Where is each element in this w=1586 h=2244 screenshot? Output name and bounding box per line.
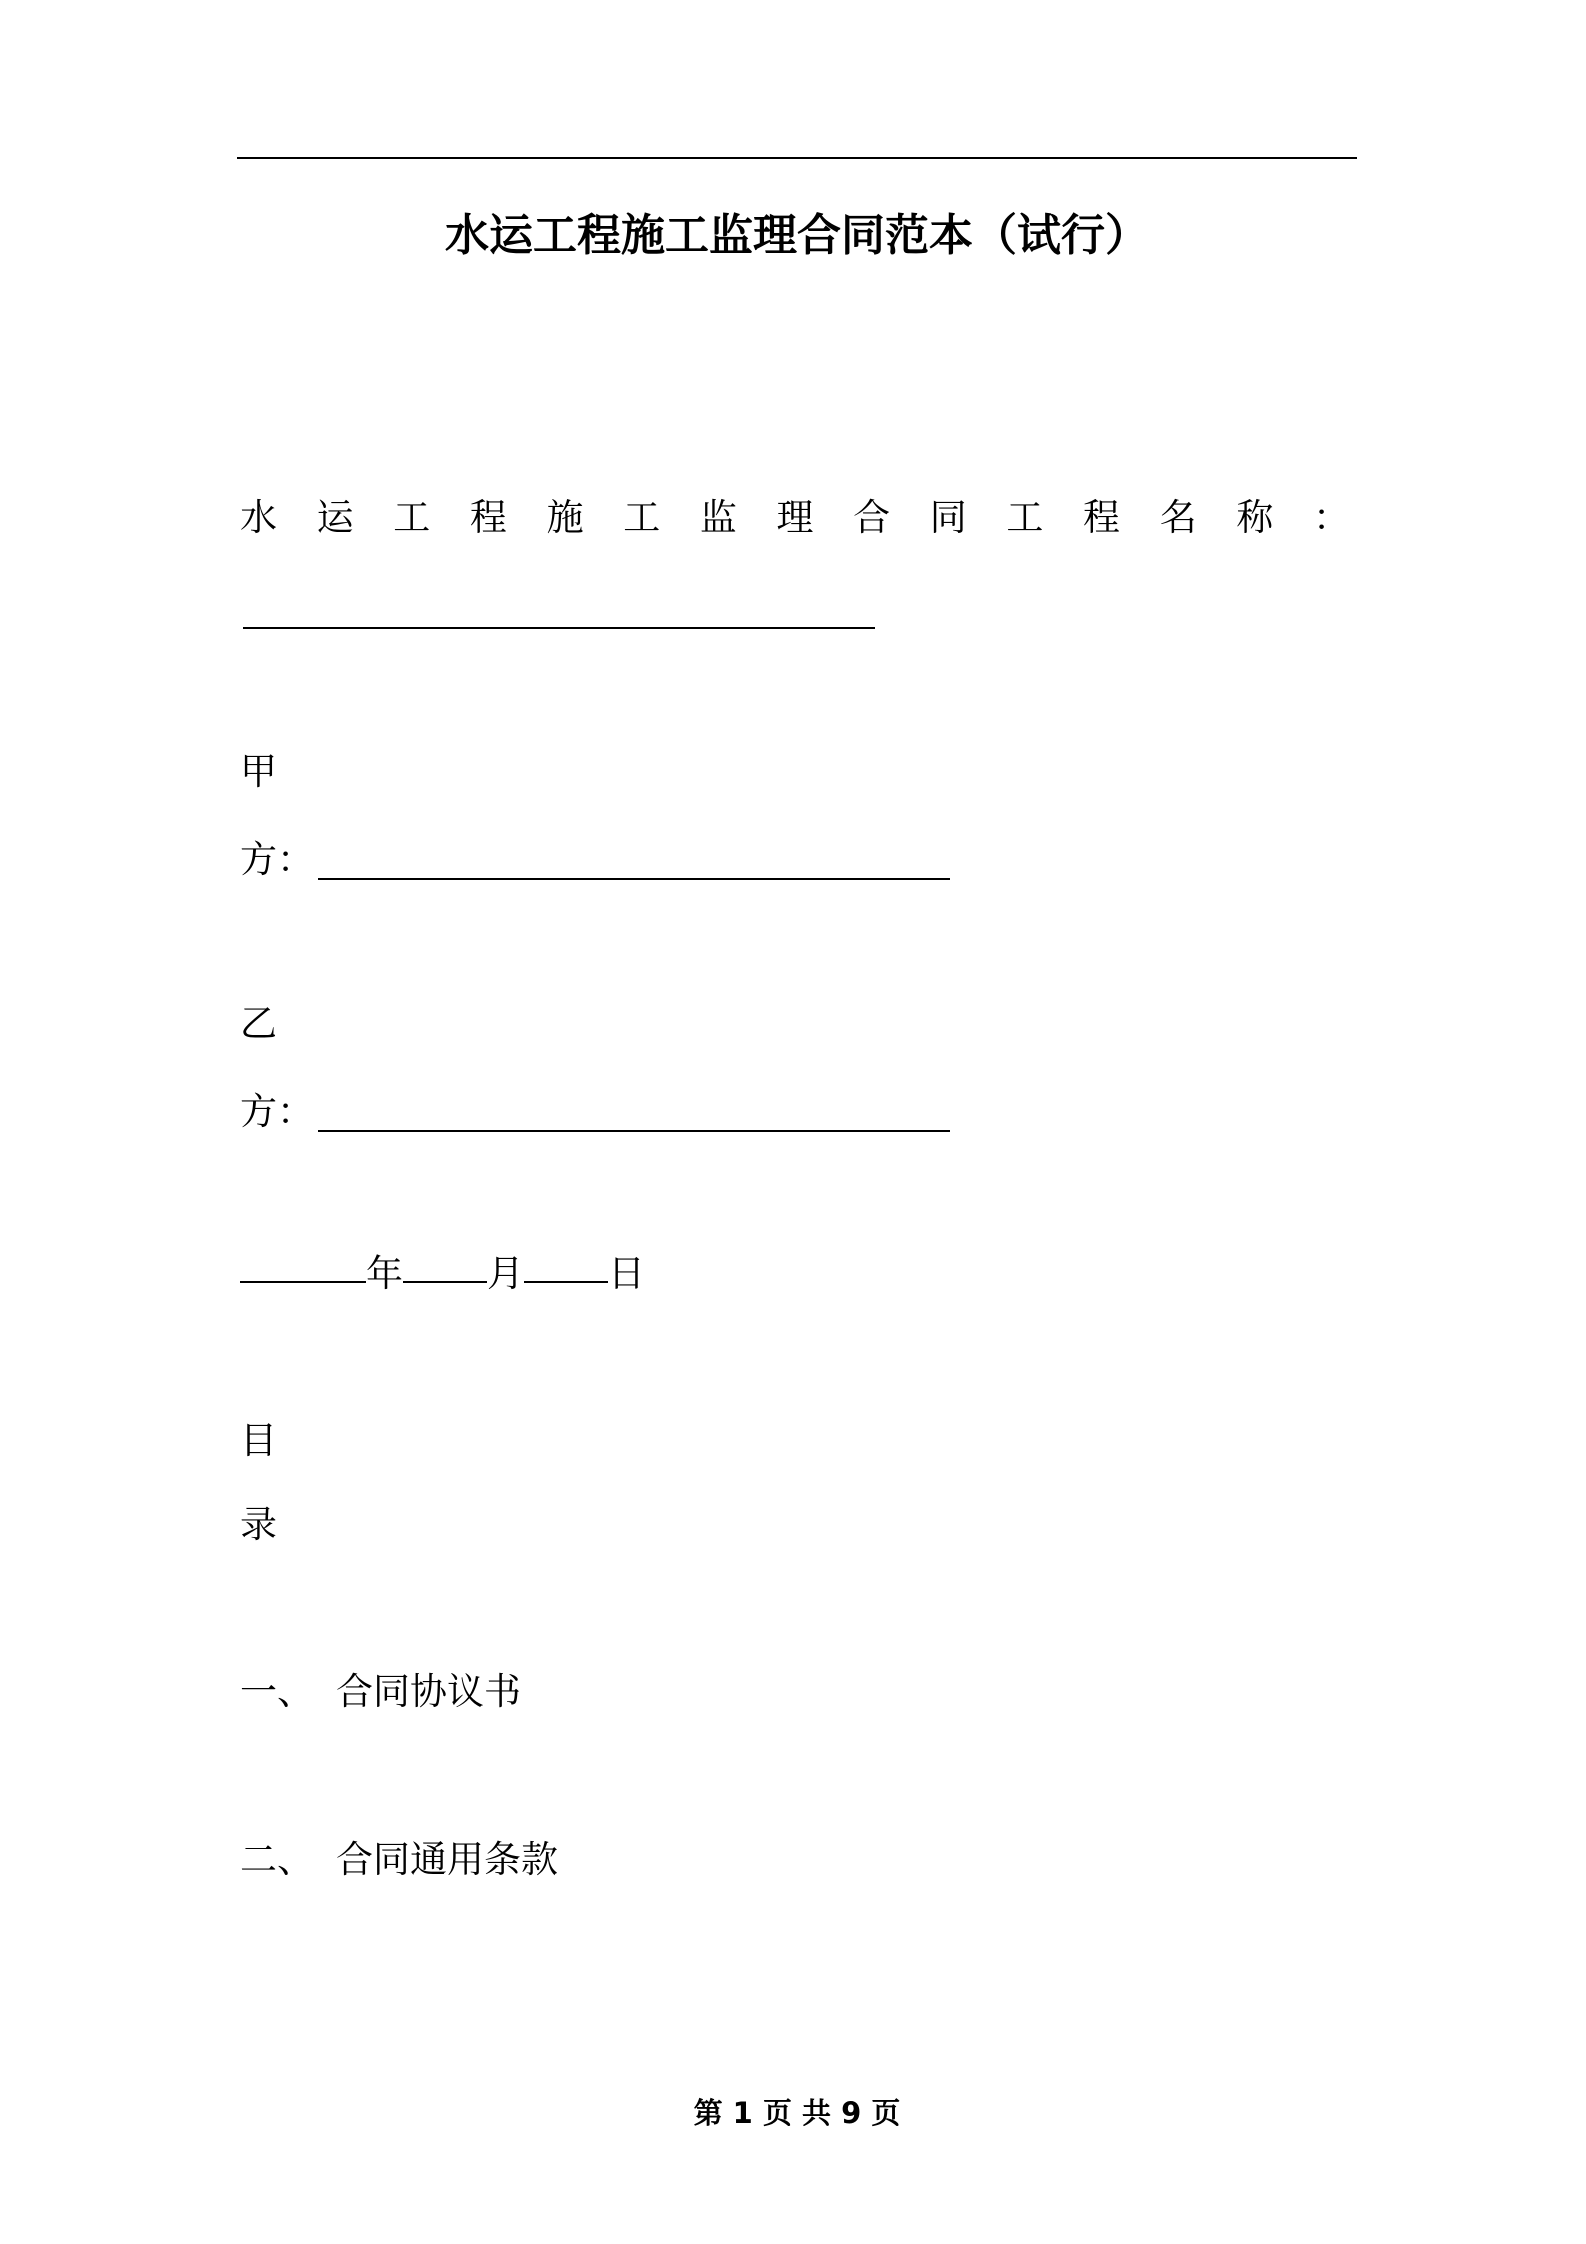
toc-heading-line2: 录 <box>240 1503 277 1546</box>
party-b-label: 方： <box>240 1090 314 1133</box>
project-name-char: 水 <box>240 496 277 539</box>
project-name-char: 施 <box>546 496 584 539</box>
month-label: 月 <box>487 1252 524 1295</box>
project-name-char: 称 <box>1236 496 1274 539</box>
toc-item-label: 合同协议书 <box>336 1670 521 1713</box>
party-a-label: 方： <box>240 838 314 881</box>
party-b-blank[interactable] <box>318 1130 950 1132</box>
project-name-char: 程 <box>1083 496 1121 539</box>
project-name-char: 名 <box>1159 496 1197 539</box>
page-footer: 第 1 页 共 9 页 <box>693 2096 901 2130</box>
document-title: 水运工程施工监理合同范本（试行） <box>445 210 1149 261</box>
toc-item-label: 合同通用条款 <box>336 1838 558 1881</box>
project-name-char: ： <box>1312 496 1350 539</box>
project-name-char: 运 <box>316 496 354 539</box>
toc-item <box>240 1838 558 1882</box>
year-blank[interactable] <box>240 1281 366 1283</box>
toc-item <box>240 1670 521 1714</box>
project-name-char: 程 <box>469 496 507 539</box>
day-label: 日 <box>608 1252 645 1295</box>
day-blank[interactable] <box>524 1281 608 1283</box>
date-line <box>240 1252 645 1296</box>
party-a-blank[interactable] <box>318 878 950 880</box>
project-name-label <box>240 496 1350 540</box>
month-blank[interactable] <box>403 1281 487 1283</box>
project-name-char: 合 <box>853 496 891 539</box>
project-name-char: 工 <box>393 496 431 539</box>
header-rule <box>237 157 1357 159</box>
project-name-char: 同 <box>929 496 967 539</box>
project-name-char: 工 <box>623 496 661 539</box>
project-name-char: 监 <box>699 496 737 539</box>
toc-item-number: 二、 <box>240 1838 314 1881</box>
toc-item-number: 一、 <box>240 1670 314 1713</box>
toc-heading-line1: 目 <box>240 1419 277 1462</box>
party-b-char: 乙 <box>240 1002 277 1045</box>
project-name-char: 理 <box>776 496 814 539</box>
project-name-char: 工 <box>1006 496 1044 539</box>
year-label: 年 <box>366 1252 403 1295</box>
project-name-blank[interactable] <box>243 627 875 629</box>
party-a-char: 甲 <box>240 750 277 793</box>
